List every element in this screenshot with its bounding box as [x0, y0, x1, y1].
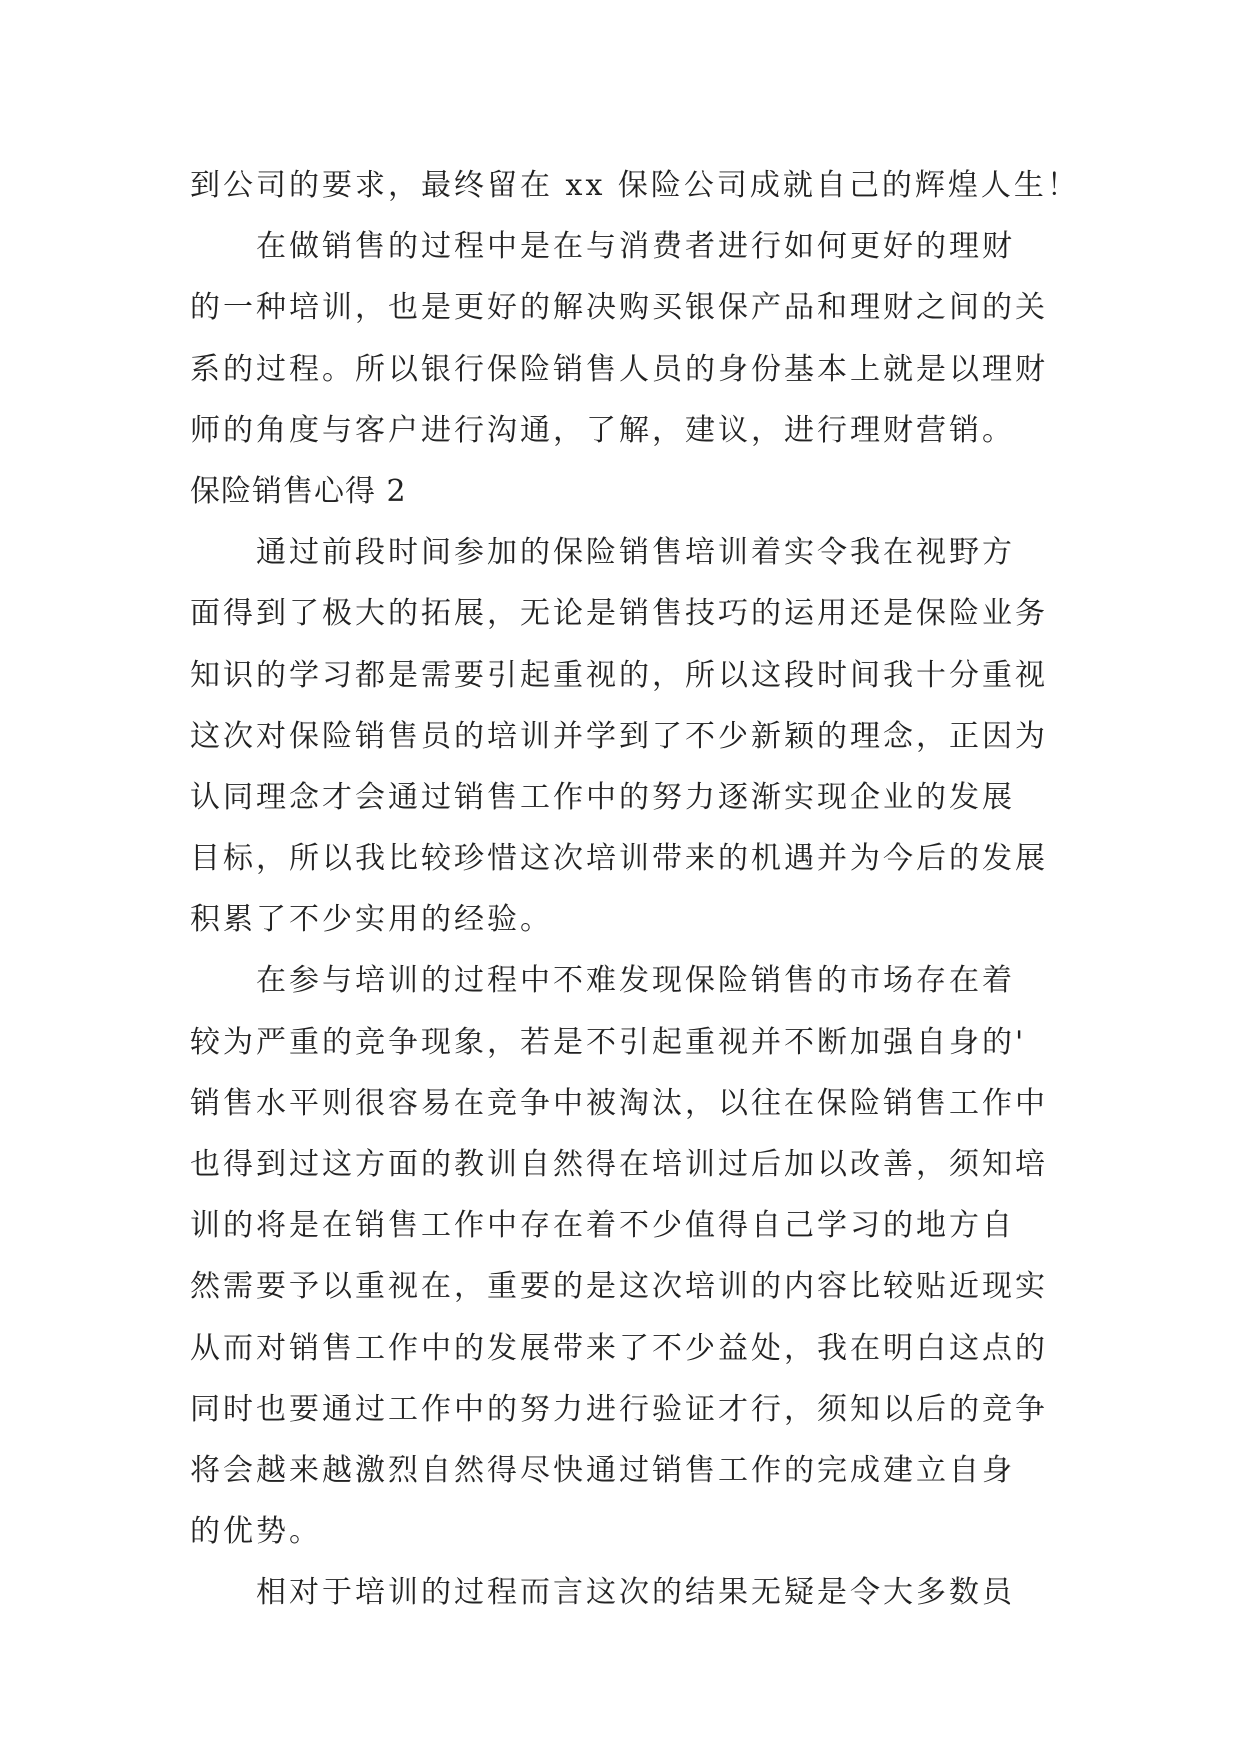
text-line: 的优势。 [190, 1514, 322, 1550]
text-line: 到公司的要求，最终留在 xx 保险公司成就自己的辉煌人生！ [190, 168, 1080, 203]
document-body [190, 155, 1080, 1624]
text-line: 积累了不少实用的经验。 [190, 902, 553, 938]
text-line: 将会越来越激烈自然得尽快通过销售工作的完成建立自身 [190, 1452, 1015, 1488]
text-line: 然需要予以重视在，重要的是这次培训的内容比较贴近现实 [190, 1269, 1048, 1305]
text-line: 认同理念才会通过销售工作中的努力逐渐实现企业的发展 [190, 779, 1015, 815]
text-line: 这次对保险销售员的培训并学到了不少新颖的理念，正因为 [190, 718, 1048, 754]
text-line: 师的角度与客户进行沟通，了解，建议，进行理财营销。 [190, 412, 1015, 448]
text-line: 系的过程。所以银行保险销售人员的身份基本上就是以理财 [190, 351, 1048, 387]
text-line: 训的将是在销售工作中存在着不少值得自己学习的地方自 [190, 1208, 1015, 1244]
text-line: 从而对销售工作中的发展带来了不少益处，我在明白这点的 [190, 1330, 1048, 1366]
text-line: 知识的学习都是需要引起重视的，所以这段时间我十分重视 [190, 657, 1048, 693]
paragraph-start-line: 通过前段时间参加的保险销售培训着实令我在视野方 [256, 535, 1015, 571]
text-line: 销售水平则很容易在竞争中被淘汰，以往在保险销售工作中 [190, 1085, 1048, 1121]
text-line: 较为严重的竞争现象，若是不引起重视并不断加强自身的' [190, 1024, 1027, 1060]
paragraph-start-line: 相对于培训的过程而言这次的结果无疑是令大多数员 [256, 1575, 1015, 1611]
section-heading: 保险销售心得 2 [190, 473, 407, 509]
text-line: 也得到过这方面的教训自然得在培训过后加以改善，须知培 [190, 1147, 1048, 1182]
text-line: 目标，所以我比较珍惜这次培训带来的机遇并为今后的发展 [190, 841, 1048, 877]
text-line: 同时也要通过工作中的努力进行验证才行，须知以后的竞争 [190, 1391, 1048, 1427]
text-line: 面得到了极大的拓展，无论是销售技巧的运用还是保险业务 [190, 596, 1048, 632]
text-line: 的一种培训，也是更好的解决购买银保产品和理财之间的关 [190, 290, 1048, 326]
paragraph-start-line: 在做销售的过程中是在与消费者进行如何更好的理财 [256, 229, 1015, 265]
paragraph-start-line: 在参与培训的过程中不难发现保险销售的市场存在着 [256, 963, 1015, 999]
